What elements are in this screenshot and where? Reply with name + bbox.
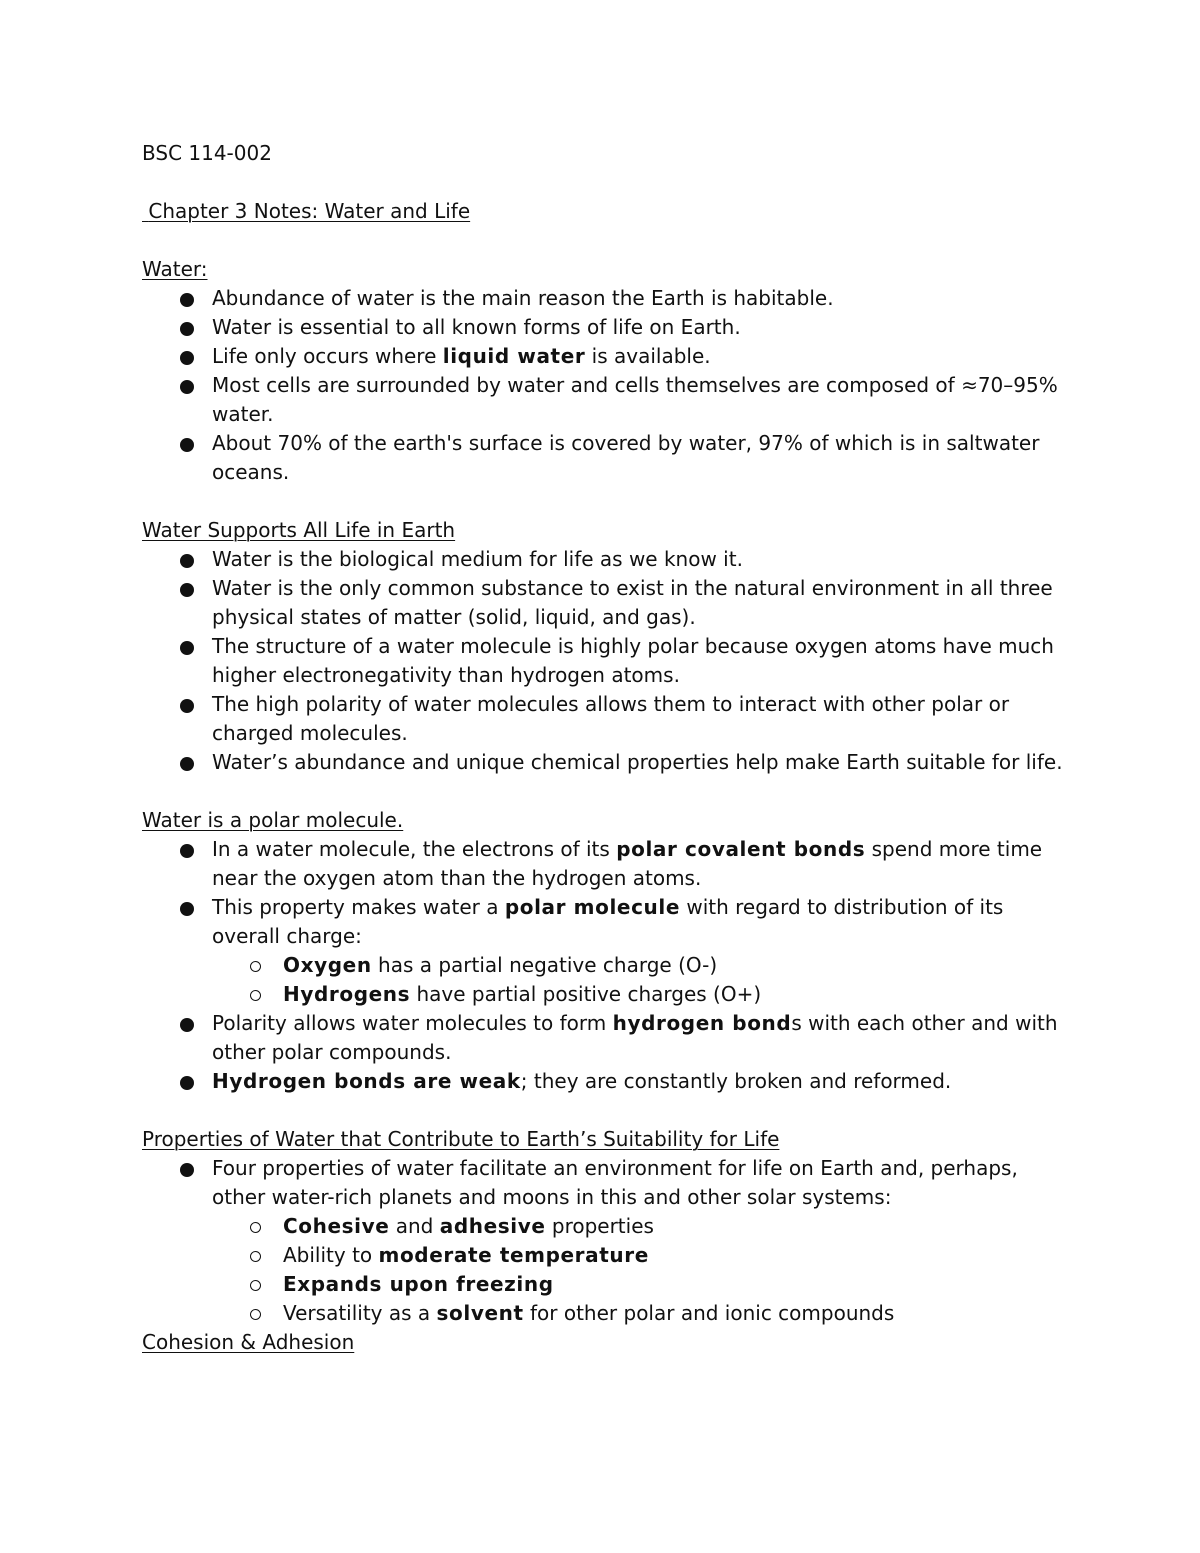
- sub-list-item: [142, 1270, 1072, 1299]
- bold-term: Expands upon freezing: [283, 1272, 554, 1296]
- bullet-list: [142, 545, 1072, 777]
- text-run: for other polar and ionic compounds: [523, 1301, 895, 1325]
- text-run: Ability to: [283, 1243, 379, 1267]
- bold-term: polar covalent bonds: [616, 837, 866, 861]
- list-item: [142, 342, 1072, 371]
- sub-list-item: [142, 980, 1072, 1009]
- bold-term: Oxygen: [283, 953, 372, 977]
- text-run: Four properties of water facilitate an environment for life on Earth and, perhaps, other water-rich planets and moons in this and other solar systems:: [212, 1156, 1018, 1209]
- bold-term: Cohesive: [283, 1214, 390, 1238]
- text-run: spend more time near the oxygen atom than the hydrogen atoms.: [212, 837, 1043, 890]
- section-heading: Water Supports All Life in Earth: [142, 518, 456, 542]
- list-item: [142, 748, 1072, 777]
- text-run: has a partial negative charge (O-): [371, 953, 718, 977]
- course-code: BSC 114-002: [142, 141, 272, 165]
- bold-term: adhesive: [439, 1214, 546, 1238]
- text-run: Versatility as a: [283, 1301, 437, 1325]
- list-item: [142, 313, 1072, 342]
- list-item: [142, 690, 1072, 748]
- bold-term: solvent: [436, 1301, 524, 1325]
- section-heading-cohesion: Cohesion & Adhesion: [142, 1330, 355, 1354]
- list-item: [142, 574, 1072, 632]
- spacer: [142, 777, 1072, 806]
- list-item: [142, 1009, 1072, 1067]
- text-run: This property makes water a: [212, 895, 505, 919]
- bullet-list: [142, 1154, 1072, 1328]
- sub-list-item: [142, 1299, 1072, 1328]
- bold-term: liquid water: [442, 344, 586, 368]
- section: [142, 806, 1072, 1096]
- text-run: ; they are constantly broken and reformed.: [520, 1069, 952, 1093]
- sub-list-item: [142, 951, 1072, 980]
- section-heading: Water is a polar molecule.: [142, 808, 404, 832]
- list-item: [142, 835, 1072, 893]
- spacer: [142, 168, 1072, 197]
- text-run: have partial positive charges (O+): [410, 982, 762, 1006]
- text-run: properties: [545, 1214, 654, 1238]
- spacer: [142, 1096, 1072, 1125]
- text-run: The high polarity of water molecules allows them to interact with other polar or charged molecules.: [212, 692, 1010, 745]
- text-run: Water is the biological medium for life as we know it.: [212, 547, 743, 571]
- spacer: [142, 487, 1072, 516]
- text-run: s with each other and with other polar compounds.: [212, 1011, 1058, 1064]
- document-page: [142, 139, 1072, 1357]
- bold-term: polar molecule: [504, 895, 680, 919]
- section-heading: Properties of Water that Contribute to Earth’s Suitability for Life: [142, 1127, 780, 1151]
- chapter-title: Chapter 3 Notes: Water and Life: [142, 199, 471, 223]
- section-heading: Water:: [142, 257, 208, 281]
- text-run: Water is essential to all known forms of life on Earth.: [212, 315, 741, 339]
- section: [142, 255, 1072, 487]
- list-item: [142, 545, 1072, 574]
- notes-body: [142, 255, 1072, 1328]
- text-run: with regard to distribution of its overall charge:: [212, 895, 1004, 948]
- list-item: [142, 632, 1072, 690]
- text-run: Life only occurs where: [212, 344, 443, 368]
- sub-list-item: [142, 1212, 1072, 1241]
- bold-term: hydrogen bond: [612, 1011, 792, 1035]
- text-run: is available.: [585, 344, 711, 368]
- bold-term: Hydrogens: [283, 982, 411, 1006]
- text-run: Water’s abundance and unique chemical properties help make Earth suitable for life.: [212, 750, 1063, 774]
- section: [142, 516, 1072, 777]
- text-run: and: [389, 1214, 440, 1238]
- text-run: The structure of a water molecule is highly polar because oxygen atoms have much higher electronegativity than hydrogen atoms.: [212, 634, 1054, 687]
- bold-term: Hydrogen bonds are weak: [212, 1069, 521, 1093]
- text-run: Abundance of water is the main reason the Earth is habitable.: [212, 286, 834, 310]
- text-run: Water is the only common substance to exist in the natural environment in all three physical states of matter (solid, liquid, and gas).: [212, 576, 1053, 629]
- bullet-list: [142, 284, 1072, 487]
- list-item: [142, 284, 1072, 313]
- section: [142, 1125, 1072, 1328]
- bold-term: moderate temperature: [378, 1243, 649, 1267]
- list-item: [142, 429, 1072, 487]
- sub-list-item: [142, 1241, 1072, 1270]
- text-run: About 70% of the earth's surface is covered by water, 97% of which is in saltwater oceans.: [212, 431, 1040, 484]
- text-run: Most cells are surrounded by water and cells themselves are composed of ≈70–95% water.: [212, 373, 1058, 426]
- list-item: [142, 1067, 1072, 1096]
- text-run: In a water molecule, the electrons of its: [212, 837, 617, 861]
- list-item: [142, 1154, 1072, 1212]
- list-item: [142, 893, 1072, 951]
- bullet-list: [142, 835, 1072, 1096]
- spacer: [142, 226, 1072, 255]
- list-item: [142, 371, 1072, 429]
- text-run: Polarity allows water molecules to form: [212, 1011, 613, 1035]
